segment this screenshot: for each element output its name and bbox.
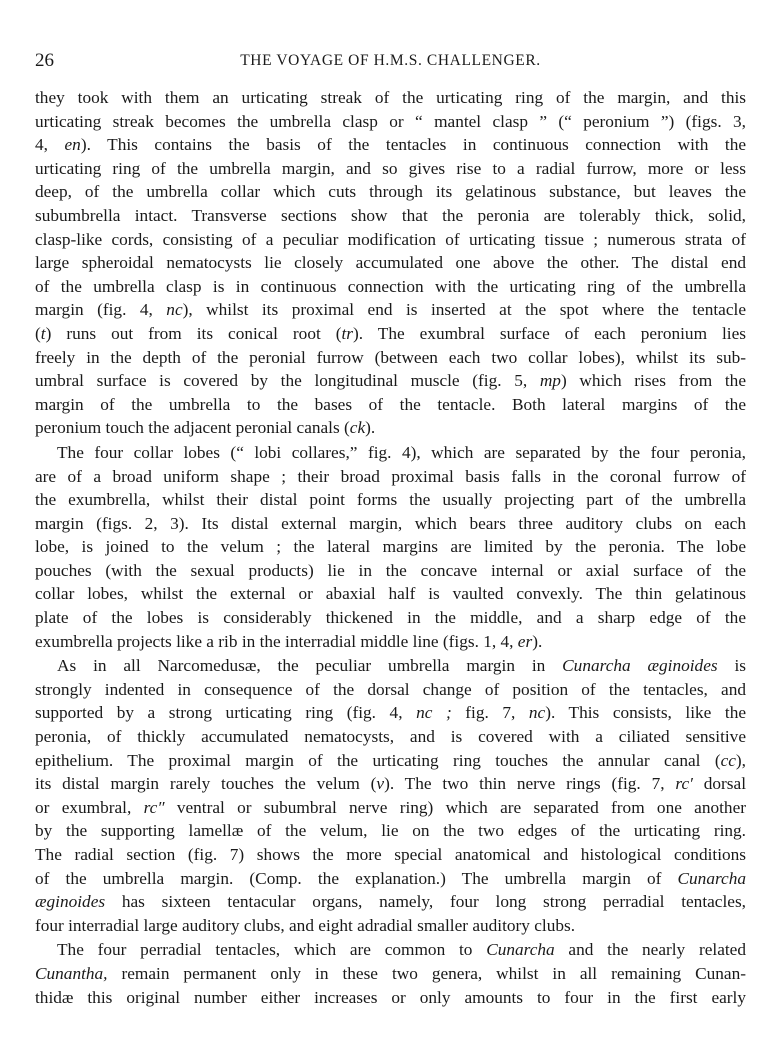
text-run: they took with them an urticating streak of the urticating ring of the margin, and this [35, 88, 746, 107]
text-line [35, 867, 746, 891]
text-run: remain permanent only in these two genera, whilst in all remaining Cunan- [107, 963, 746, 983]
body-text [35, 86, 746, 1010]
text-line [35, 938, 746, 962]
paragraph [35, 441, 746, 653]
text-run: ), whilst its proximal end is inserted at the spot where the tentacle [182, 300, 746, 320]
text-line [35, 488, 746, 512]
italic-term: rc″ [143, 797, 165, 817]
text-line [35, 322, 746, 346]
italic-term: er [517, 631, 533, 651]
text-run: clasp-like cords, consisting of a peculiar modification of urticating tissue ; numerous strata of [35, 229, 746, 249]
text-run: exumbrella projects like a rib in the interradial middle line (figs. 1, 4, [35, 631, 518, 651]
text-run: ( [35, 323, 41, 343]
text-line [35, 582, 746, 606]
text-run: urticating streak becomes the umbrella clasp or “ mantel clasp ” (“ peronium ”) (figs. 3, [35, 111, 746, 131]
text-run: epithelium. The proximal margin of the urticating ring touches the annular canal ( [35, 750, 721, 770]
text-run: freely in the depth of the peronial furrow (between each two collar lobes), whilst its sub- [35, 347, 746, 367]
italic-term: nc ; [416, 703, 452, 723]
text-line [35, 369, 746, 393]
text-run: margin (fig. 4, [35, 300, 167, 320]
italic-term: Cunarcha æginoides [562, 656, 718, 676]
text-run: ). The two thin nerve rings (fig. 7, [384, 774, 676, 794]
text-line [35, 843, 746, 867]
text-line [35, 110, 746, 134]
text-line [35, 606, 746, 630]
text-run: ventral or subumbral nerve ring) which are separated from one another [164, 797, 746, 817]
text-line [35, 298, 746, 322]
text-line [35, 180, 746, 204]
italic-term: Cunarcha [677, 868, 746, 888]
text-run: by the supporting lamellæ of the velum, lie on the two edges of the urticating ring. [35, 821, 746, 841]
text-line [35, 228, 746, 252]
italic-term: rc′ [675, 774, 693, 794]
page-header [35, 50, 746, 74]
italic-term: v [376, 774, 385, 794]
text-run: of the umbrella margin. (Comp. the explanation.) The umbrella margin of [35, 868, 678, 888]
text-line [35, 559, 746, 583]
italic-term: mp [539, 371, 561, 391]
text-line [35, 796, 746, 820]
text-line [35, 630, 746, 654]
text-run: large spheroidal nematocysts lie closely accumulated one above the other. The distal end [35, 253, 746, 273]
italic-term: Cunantha, [35, 963, 108, 983]
text-run: and the nearly related [554, 940, 746, 960]
text-run: fig. 7, [451, 703, 529, 723]
text-line [35, 535, 746, 559]
text-run: of the umbrella clasp is in continuous connection with the urticating ring of the umbrella [35, 276, 746, 296]
text-run: ), [735, 750, 746, 770]
text-line [35, 749, 746, 773]
text-run: subumbrella intact. Transverse sections show that the peronia are tolerably thick, solid, [35, 205, 746, 225]
text-line [35, 133, 746, 157]
text-line [35, 654, 746, 678]
text-run: four interradial large auditory clubs, and eight adradial smaller auditory clubs. [35, 915, 576, 935]
text-line [35, 890, 746, 914]
italic-term: æginoides [35, 892, 106, 912]
text-run: thidæ this original number either increases or only amounts to four in the first early [35, 987, 746, 1007]
italic-term: tr [341, 323, 354, 343]
running-title: THE VOYAGE OF H.M.S. CHALLENGER. [240, 52, 541, 69]
paragraph [35, 86, 746, 440]
text-line [35, 465, 746, 489]
text-line [35, 346, 746, 370]
text-run: ). This contains the basis of the tentacles in continuous connection with the [80, 135, 746, 155]
text-run: ). [532, 631, 543, 651]
italic-term: t [40, 323, 46, 343]
text-run: The radial section (fig. 7) shows the more special anatomical and histological conditions [35, 845, 746, 864]
text-line [35, 441, 746, 465]
text-run: margin of the umbrella to the bases of the tentacle. Both lateral margins of the [35, 394, 746, 414]
text-line [35, 701, 746, 725]
paragraph [35, 654, 746, 937]
text-line [35, 512, 746, 536]
text-run: ) which rises from the [560, 371, 746, 391]
text-run: peronia, of thickly accumulated nematocysts, and is covered with a ciliated sensitive [35, 727, 746, 747]
text-line [35, 986, 746, 1010]
text-run: is [717, 656, 746, 676]
text-run: The four collar lobes (“ lobi collares,” fig. 4), which are separated by the four peronia, [57, 442, 746, 462]
text-run: urticating ring of the umbrella margin, and so gives rise to a radial furrow, more or less [35, 158, 746, 178]
text-line [35, 204, 746, 228]
text-run: peronium touch the adjacent peronial canals ( [35, 418, 350, 438]
text-line [35, 962, 746, 986]
text-line [35, 275, 746, 299]
italic-term: ck [349, 418, 366, 438]
text-run: collar lobes, whilst the external or abaxial half is vaulted convexly. The thin gelatinous [35, 584, 746, 604]
text-run: dorsal [692, 774, 746, 794]
italic-term: cc [720, 750, 736, 770]
text-line [35, 251, 746, 275]
text-line [35, 819, 746, 843]
text-line [35, 86, 746, 110]
text-run: supported by a strong urticating ring (fig. 4, [35, 703, 417, 723]
text-line [35, 416, 746, 440]
page-number: 26 [35, 50, 54, 71]
text-run: 4, [35, 135, 65, 155]
text-line [35, 772, 746, 796]
text-run: deep, of the umbrella collar which cuts through its gelatinous substance, but leaves the [35, 182, 746, 202]
text-run: umbral surface is covered by the longitudinal muscle (fig. 5, [35, 371, 540, 391]
italic-term: nc [166, 300, 183, 320]
text-run: ). This consists, like the [545, 703, 747, 723]
text-line [35, 157, 746, 181]
text-run: ) runs out from its conical root ( [45, 323, 342, 343]
text-line [35, 725, 746, 749]
text-run: ). [365, 418, 376, 438]
text-run: The four perradial tentacles, which are common to [57, 940, 487, 960]
italic-term: en [64, 135, 81, 155]
text-run: has sixteen tentacular organs, namely, four long strong perradial tentacles, [105, 892, 746, 912]
text-run: its distal margin rarely touches the velum ( [35, 774, 377, 794]
text-run: are of a broad uniform shape ; their broad proximal basis falls in the coronal furrow of [35, 466, 746, 486]
text-run: or exumbral, [35, 797, 144, 817]
text-run: strongly indented in consequence of the dorsal change of position of the tentacles, and [35, 679, 746, 699]
paragraph [35, 938, 746, 1009]
text-run: lobe, is joined to the velum ; the lateral margins are limited by the peronia. The lobe [35, 537, 746, 557]
text-run: ). The exumbral surface of each peronium lies [353, 323, 746, 343]
text-run: margin (figs. 2, 3). Its distal external margin, which bears three auditory clubs on each [35, 513, 746, 533]
text-line [35, 914, 746, 938]
text-run: the exumbrella, whilst their distal point forms the usually projecting part of the umbrella [35, 490, 746, 510]
italic-term: nc [528, 703, 546, 723]
text-run: pouches (with the sexual products) lie in the concave internal or axial surface of the [35, 560, 746, 580]
text-run: plate of the lobes is considerably thickened in the middle, and a sharp edge of the [35, 608, 746, 628]
italic-term: Cunarcha [486, 940, 555, 960]
text-run: As in all Narcomedusæ, the peculiar umbrella margin in [57, 656, 563, 676]
text-line [35, 393, 746, 417]
text-line [35, 678, 746, 702]
